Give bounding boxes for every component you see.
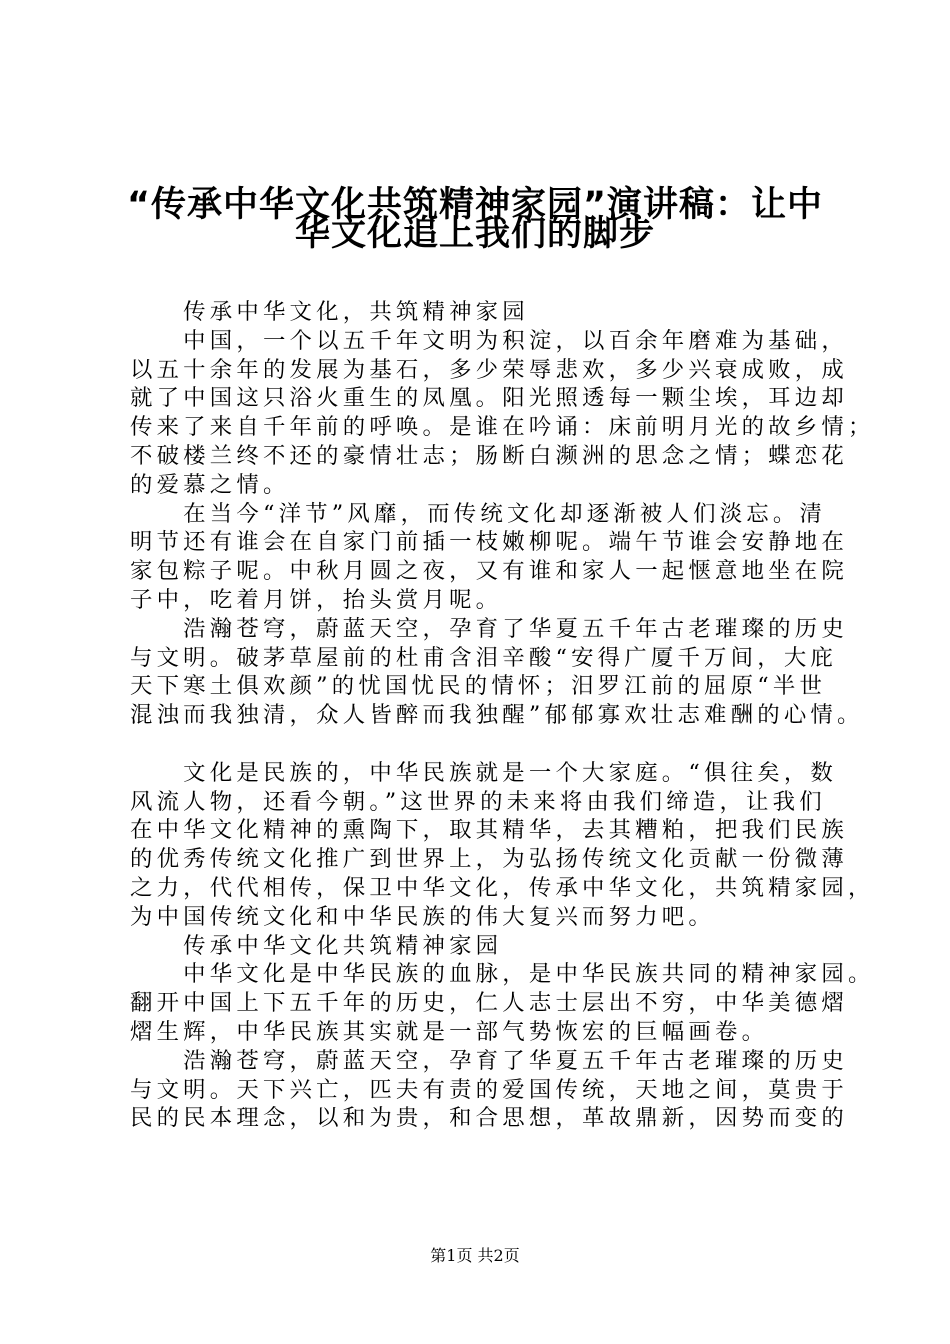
body-line: 中国，一个以五千年文明为积淀，以百余年磨难为基础， bbox=[130, 327, 848, 354]
body-line: 熠生辉，中华民族其实就是一部气势恢宏的巨幅画卷。 bbox=[130, 1018, 769, 1045]
document-title bbox=[110, 176, 840, 254]
body-line: 翻开中国上下五千年的历史，仁人志士层出不穷，中华美德熠 bbox=[130, 990, 848, 1017]
body-line: 中华文化是中华民族的血脉，是中华民族共同的精神家园。 bbox=[130, 961, 875, 988]
body-line: 不破楼兰终不还的豪情壮志；肠断白濒洲的思念之情；蝶恋花 bbox=[130, 442, 848, 469]
body-line: 浩瀚苍穹，蔚蓝天空，孕育了华夏五千年古老璀璨的历史 bbox=[130, 1047, 848, 1074]
body-line: 以五十余年的发展为基石，多少荣辱悲欢，多少兴衰成败，成 bbox=[130, 356, 848, 383]
title-line: “传承中华文化共筑精神家园”演讲稿：让中 bbox=[126, 185, 823, 225]
body-line: 家包粽子呢。中秋月圆之夜，又有谁和家人一起惬意地坐在院 bbox=[130, 558, 848, 585]
body-line: 的爱慕之情。 bbox=[130, 471, 290, 498]
body-line: 为中国传统文化和中华民族的伟大复兴而努力吧。 bbox=[130, 903, 715, 930]
body-line: 之力，代代相传，保卫中华文化，传承中华文化，共筑精家园， bbox=[130, 874, 875, 901]
body-line: 与文明。破茅草屋前的杜甫含泪辛酸“安得广厦千万间，大庇 bbox=[130, 644, 838, 671]
body-line: 文化是民族的，中华民族就是一个大家庭。“俱往矣，数 bbox=[130, 759, 838, 786]
body-line: 就了中国这只浴火重生的凤凰。阳光照透每一颗尘埃，耳边却 bbox=[130, 385, 848, 412]
body-line: 传承中华文化共筑精神家园 bbox=[130, 932, 503, 959]
body-line: 在当今“洋节”风靡，而传统文化却逐渐被人们淡忘。清 bbox=[130, 500, 827, 527]
body-line: 明节还有谁会在自家门前插一枝嫩柳呢。端午节谁会安静地在 bbox=[130, 529, 848, 556]
body-line: 传来了来自千年前的呼唤。是谁在吟诵：床前明月光的故乡情； bbox=[130, 414, 875, 441]
body-line: 浩瀚苍穹，蔚蓝天空，孕育了华夏五千年古老璀璨的历史 bbox=[130, 615, 848, 642]
body-line: 子中，吃着月饼，抬头赏月呢。 bbox=[130, 586, 503, 613]
body-line: 在中华文化精神的熏陶下，取其精华，去其糟粕，把我们民族 bbox=[130, 817, 848, 844]
body-line: 民的民本理念，以和为贵，和合思想，革故鼎新，因势而变的 bbox=[130, 1105, 848, 1132]
body-line: 传承中华文化，共筑精神家园 bbox=[130, 299, 529, 325]
body-line: 天下寒土俱欢颜”的忧国忧民的情怀；汨罗江前的屈原“半世 bbox=[130, 673, 827, 700]
page-footer: 第1页 共2页 bbox=[430, 1246, 520, 1265]
document-body bbox=[130, 298, 875, 1133]
body-line: 的优秀传统文化推广到世界上，为弘扬传统文化贡献一份微薄 bbox=[130, 846, 848, 873]
paragraph-spacer bbox=[130, 730, 828, 759]
body-line: 混浊而我独清，众人皆醉而我独醒”郁郁寡欢壮志难酬的心情。 bbox=[130, 702, 864, 729]
title-line: 华文化追上我们的脚步 bbox=[294, 213, 655, 254]
body-line: 与文明。天下兴亡，匹夫有责的爱国传统，天地之间，莫贵于 bbox=[130, 1076, 848, 1103]
body-line: 风流人物，还看今朝。”这世界的未来将由我们缔造，让我们 bbox=[130, 788, 826, 815]
